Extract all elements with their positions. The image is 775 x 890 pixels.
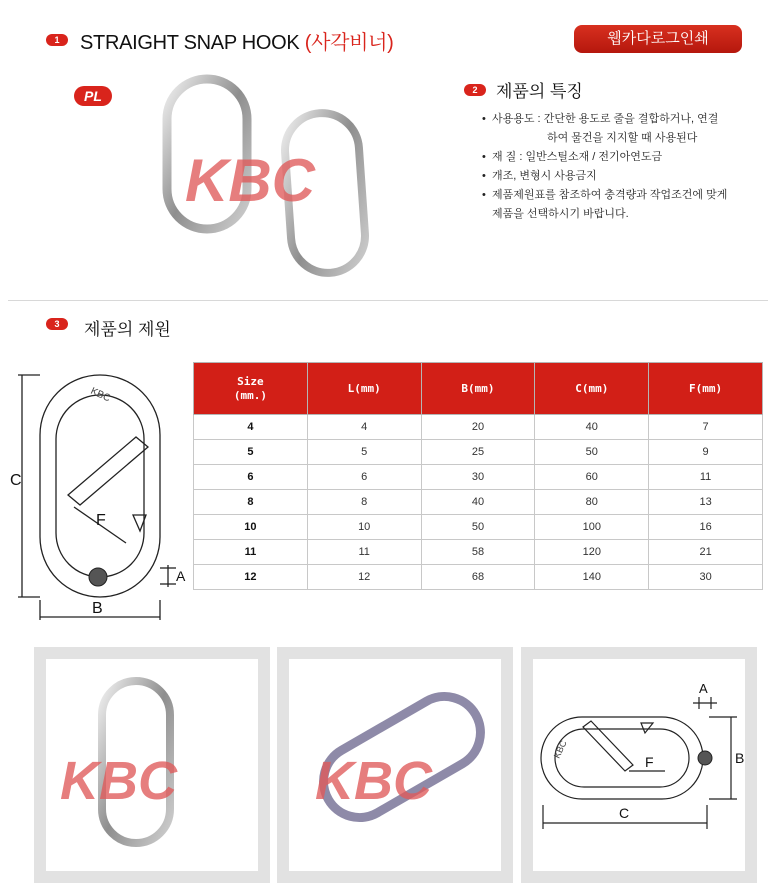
- diagram-label-a: A: [176, 568, 186, 584]
- feature-note-line1: • 제품제원표를 참조하여 충격량과 작업조건에 맞게: [482, 186, 762, 205]
- hook-outline-outer: [40, 375, 160, 597]
- cell-l: 4: [307, 415, 421, 440]
- cell-f: 21: [649, 540, 763, 565]
- cell-f: 9: [649, 440, 763, 465]
- diagram-label-c: C: [10, 472, 22, 489]
- section-divider: [8, 300, 768, 301]
- section-badge-2: 2: [464, 84, 486, 96]
- gallery-diagram-side[interactable]: [521, 647, 757, 883]
- pl-logo: PL: [74, 86, 112, 106]
- page-title-kr: (사각비너): [304, 32, 394, 54]
- spec-table: [193, 362, 763, 590]
- cell-l: 12: [307, 565, 421, 590]
- side-label-f: F: [645, 754, 654, 770]
- cell-f: 16: [649, 515, 763, 540]
- gate-arm: [68, 437, 148, 505]
- cell-l: 8: [307, 490, 421, 515]
- hook-outline-inner: [56, 395, 144, 577]
- cell-f: 11: [649, 465, 763, 490]
- cell-size: 10: [194, 515, 308, 540]
- feature-usage-line2: 하여 물건을 지지할 때 사용된다: [547, 132, 698, 144]
- diagram-engraving: KBC: [551, 738, 569, 760]
- cell-l: 10: [307, 515, 421, 540]
- col-b: B(mm): [421, 363, 535, 415]
- page-title: [80, 26, 394, 55]
- col-size: Size (mm.): [194, 363, 308, 415]
- table-row: [194, 515, 763, 540]
- cell-c: 40: [535, 415, 649, 440]
- cell-b: 50: [421, 515, 535, 540]
- cell-size: 4: [194, 415, 308, 440]
- cell-c: 140: [535, 565, 649, 590]
- specs-title: 제품의 제원: [84, 320, 171, 339]
- cell-size: 11: [194, 540, 308, 565]
- cell-b: 30: [421, 465, 535, 490]
- col-f: F(mm): [649, 363, 763, 415]
- cell-c: 60: [535, 465, 649, 490]
- diagram-label-b: B: [92, 600, 103, 617]
- product-photo: [140, 65, 390, 290]
- diagram-engraving: KBC: [88, 385, 113, 405]
- features-title: 제품의 특징: [496, 82, 583, 101]
- table-row: [194, 440, 763, 465]
- cell-size: 6: [194, 465, 308, 490]
- diagram-label-f: F: [96, 512, 106, 529]
- col-c: C(mm): [535, 363, 649, 415]
- table-row: [194, 490, 763, 515]
- side-dimension-diagram: [533, 659, 745, 871]
- section-badge-3: 3: [46, 318, 68, 330]
- table-row: [194, 540, 763, 565]
- feature-material: • 재 질 : 일반스틸소재 / 전기아연도금: [482, 148, 762, 167]
- table-row: [194, 565, 763, 590]
- gallery-photo-front[interactable]: [34, 647, 270, 883]
- cell-f: 7: [649, 415, 763, 440]
- cell-size: 5: [194, 440, 308, 465]
- cell-c: 100: [535, 515, 649, 540]
- hook-pin: [89, 568, 107, 586]
- side-label-c: C: [619, 805, 630, 821]
- cell-l: 11: [307, 540, 421, 565]
- cell-c: 50: [535, 440, 649, 465]
- cell-b: 20: [421, 415, 535, 440]
- feature-usage: [482, 110, 762, 129]
- feature-usage-line1: 간단한 용도로 줄을 결합하거나, 연결: [543, 113, 719, 125]
- table-row: [194, 465, 763, 490]
- page-title-en: STRAIGHT SNAP HOOK: [80, 32, 300, 54]
- cell-l: 6: [307, 465, 421, 490]
- hook-front-photo: [46, 659, 258, 871]
- cell-size: 8: [194, 490, 308, 515]
- print-catalog-button[interactable]: 웹카다로그인쇄: [574, 25, 742, 53]
- side-label-b: B: [735, 750, 745, 766]
- cell-c: 80: [535, 490, 649, 515]
- cell-l: 5: [307, 440, 421, 465]
- section-badge-1: 1: [46, 34, 68, 46]
- spec-table-header-row: [194, 363, 763, 415]
- cell-f: 13: [649, 490, 763, 515]
- kbc-watermark: KBC: [315, 751, 432, 811]
- table-row: [194, 415, 763, 440]
- hook-angle-photo: [289, 659, 501, 871]
- side-label-a: A: [699, 681, 708, 696]
- cell-b: 68: [421, 565, 535, 590]
- cell-size: 12: [194, 565, 308, 590]
- cell-b: 40: [421, 490, 535, 515]
- features-list: [482, 110, 762, 224]
- gallery-photo-angle[interactable]: [277, 647, 513, 883]
- feature-usage-label: 사용용도 :: [492, 113, 541, 125]
- cell-b: 25: [421, 440, 535, 465]
- cell-c: 120: [535, 540, 649, 565]
- dimension-diagram: [8, 365, 193, 625]
- cell-b: 58: [421, 540, 535, 565]
- col-l: L(mm): [307, 363, 421, 415]
- kbc-watermark: KBC: [60, 751, 177, 811]
- cell-f: 30: [649, 565, 763, 590]
- kbc-watermark: KBC: [185, 147, 315, 214]
- feature-warning: • 개조, 변형시 사용금지: [482, 167, 762, 186]
- feature-note-line2: 제품을 선택하시기 바랍니다.: [492, 208, 629, 220]
